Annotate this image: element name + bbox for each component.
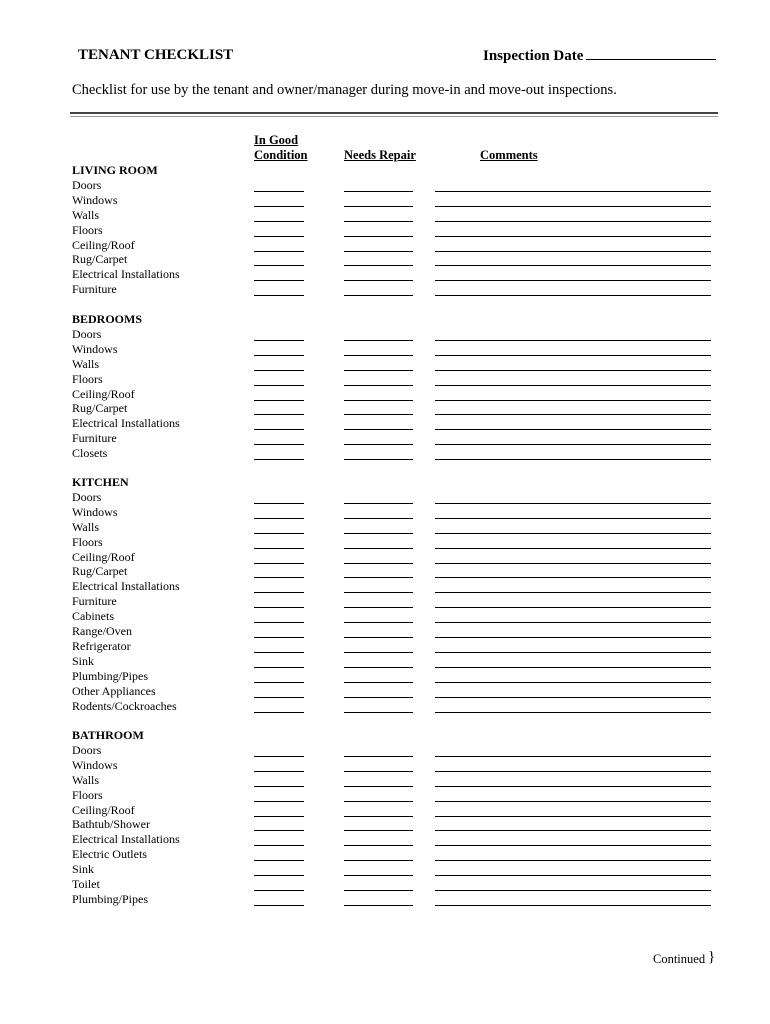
comments-blank[interactable] (435, 503, 711, 504)
needs-repair-blank[interactable] (344, 786, 413, 787)
needs-repair-blank[interactable] (344, 251, 413, 252)
good-condition-blank[interactable] (254, 518, 304, 519)
needs-repair-blank[interactable] (344, 756, 413, 757)
needs-repair-blank[interactable] (344, 563, 413, 564)
checklist-item-label: Ceiling/Roof (72, 237, 135, 252)
needs-repair-blank[interactable] (344, 637, 413, 638)
good-condition-blank[interactable] (254, 503, 304, 504)
needs-repair-blank[interactable] (344, 771, 413, 772)
checklist-item-label: Walls (72, 356, 100, 371)
comments-blank[interactable] (435, 429, 711, 430)
needs-repair-blank[interactable] (344, 890, 413, 891)
comments-blank[interactable] (435, 280, 711, 281)
needs-repair-blank[interactable] (344, 385, 413, 386)
needs-repair-blank[interactable] (344, 712, 413, 713)
comments-blank[interactable] (435, 786, 711, 787)
checklist-item-label: Floors (72, 371, 103, 386)
good-condition-blank[interactable] (254, 890, 304, 891)
checklist-item-label: Walls (72, 519, 100, 534)
checklist-item-label: Walls (72, 772, 100, 787)
checklist-item-label: Doors (72, 489, 102, 504)
needs-repair-blank[interactable] (344, 280, 413, 281)
comments-blank[interactable] (435, 682, 711, 683)
section-heading: BEDROOMS (72, 312, 143, 326)
good-condition-blank[interactable] (254, 444, 304, 445)
comments-blank[interactable] (435, 206, 711, 207)
good-condition-blank[interactable] (254, 816, 304, 817)
section-heading: LIVING ROOM (72, 163, 158, 177)
comments-blank[interactable] (435, 548, 711, 549)
needs-repair-blank[interactable] (344, 845, 413, 846)
comments-blank[interactable] (435, 577, 711, 578)
comments-blank[interactable] (435, 191, 711, 192)
good-condition-blank[interactable] (254, 786, 304, 787)
comments-blank[interactable] (435, 236, 711, 237)
good-condition-blank[interactable] (254, 280, 304, 281)
comments-blank[interactable] (435, 622, 711, 623)
comments-blank[interactable] (435, 801, 711, 802)
needs-repair-blank[interactable] (344, 607, 413, 608)
comments-blank[interactable] (435, 355, 711, 356)
checklist-item-label: Rug/Carpet (72, 401, 128, 416)
continued-label: Continued (653, 952, 706, 966)
needs-repair-blank[interactable] (344, 414, 413, 415)
checklist-item-label: Windows (72, 504, 118, 519)
needs-repair-blank[interactable] (344, 503, 413, 504)
comments-blank[interactable] (435, 905, 711, 906)
good-condition-blank[interactable] (254, 236, 304, 237)
column-header-good-line2: Condition (254, 148, 308, 162)
good-condition-blank[interactable] (254, 459, 304, 460)
comments-blank[interactable] (435, 875, 711, 876)
comments-blank[interactable] (435, 400, 711, 401)
good-condition-blank[interactable] (254, 577, 304, 578)
needs-repair-blank[interactable] (344, 533, 413, 534)
good-condition-blank[interactable] (254, 340, 304, 341)
continued-brace: } (708, 949, 716, 965)
good-condition-blank[interactable] (254, 563, 304, 564)
checklist-item-label: Floors (72, 534, 103, 549)
column-header-comments: Comments (480, 148, 538, 162)
checklist-item-label: Cabinets (72, 609, 114, 624)
good-condition-blank[interactable] (254, 712, 304, 713)
checklist-item-label: Furniture (72, 594, 117, 609)
checklist-item-label: Electrical Installations (72, 267, 180, 282)
comments-blank[interactable] (435, 295, 711, 296)
checklist-item-label: Ceiling/Roof (72, 549, 135, 564)
needs-repair-blank[interactable] (344, 697, 413, 698)
checklist-item-label: Sink (72, 862, 95, 877)
comments-blank[interactable] (435, 459, 711, 460)
needs-repair-blank[interactable] (344, 236, 413, 237)
needs-repair-blank[interactable] (344, 459, 413, 460)
good-condition-blank[interactable] (254, 771, 304, 772)
checklist-item-label: Electrical Installations (72, 579, 180, 594)
needs-repair-blank[interactable] (344, 667, 413, 668)
needs-repair-blank[interactable] (344, 206, 413, 207)
checklist-item-label: Walls (72, 207, 100, 222)
good-condition-blank[interactable] (254, 251, 304, 252)
checklist-item-label: Closets (72, 446, 108, 461)
intro-text: Checklist for use by the tenant and owner/manager during move-in and move-out inspections. (72, 82, 617, 98)
comments-blank[interactable] (435, 756, 711, 757)
checklist-item-label: Electrical Installations (72, 416, 180, 431)
good-condition-blank[interactable] (254, 905, 304, 906)
comments-blank[interactable] (435, 697, 711, 698)
column-header-needs-repair: Needs Repair (344, 148, 416, 162)
comments-blank[interactable] (435, 385, 711, 386)
good-condition-blank[interactable] (254, 548, 304, 549)
needs-repair-blank[interactable] (344, 860, 413, 861)
good-condition-blank[interactable] (254, 429, 304, 430)
good-condition-blank[interactable] (254, 845, 304, 846)
checklist-item-label: Other Appliances (72, 683, 156, 698)
inspection-date-label: Inspection Date (483, 48, 584, 64)
good-condition-blank[interactable] (254, 370, 304, 371)
needs-repair-blank[interactable] (344, 622, 413, 623)
good-condition-blank[interactable] (254, 652, 304, 653)
good-condition-blank[interactable] (254, 622, 304, 623)
checklist-item-label: Furniture (72, 282, 117, 297)
good-condition-blank[interactable] (254, 400, 304, 401)
good-condition-blank[interactable] (254, 607, 304, 608)
comments-blank[interactable] (435, 518, 711, 519)
checklist-item-label: Electrical Installations (72, 832, 180, 847)
good-condition-blank[interactable] (254, 830, 304, 831)
good-condition-blank[interactable] (254, 295, 304, 296)
checklist-item-label: Furniture (72, 431, 117, 446)
needs-repair-blank[interactable] (344, 801, 413, 802)
good-condition-blank[interactable] (254, 667, 304, 668)
needs-repair-blank[interactable] (344, 816, 413, 817)
checklist-item-label: Floors (72, 787, 103, 802)
comments-blank[interactable] (435, 607, 711, 608)
comments-blank[interactable] (435, 563, 711, 564)
comments-blank[interactable] (435, 414, 711, 415)
checklist-item-label: Rug/Carpet (72, 564, 128, 579)
checklist-item-label: Refrigerator (72, 638, 131, 653)
needs-repair-blank[interactable] (344, 577, 413, 578)
good-condition-blank[interactable] (254, 221, 304, 222)
comments-blank[interactable] (435, 370, 711, 371)
needs-repair-blank[interactable] (344, 830, 413, 831)
checklist-item-label: Doors (72, 177, 102, 192)
good-condition-blank[interactable] (254, 385, 304, 386)
comments-blank[interactable] (435, 221, 711, 222)
checklist-item-label: Electric Outlets (72, 847, 147, 862)
comments-blank[interactable] (435, 652, 711, 653)
section-heading: BATHROOM (72, 728, 144, 742)
comments-blank[interactable] (435, 845, 711, 846)
comments-blank[interactable] (435, 860, 711, 861)
comments-blank[interactable] (435, 830, 711, 831)
needs-repair-blank[interactable] (344, 265, 413, 266)
comments-blank[interactable] (435, 340, 711, 341)
comments-blank[interactable] (435, 251, 711, 252)
checklist-item-label: Range/Oven (72, 624, 132, 638)
checklist-item-label: Plumbing/Pipes (72, 891, 149, 906)
good-condition-blank[interactable] (254, 697, 304, 698)
checklist-item-label: Windows (72, 192, 118, 207)
comments-blank[interactable] (435, 816, 711, 817)
comments-blank[interactable] (435, 712, 711, 713)
comments-blank[interactable] (435, 533, 711, 534)
comments-blank[interactable] (435, 592, 711, 593)
column-header-good-line1: In Good (254, 133, 299, 147)
checklist-item-label: Windows (72, 341, 118, 356)
checklist-item-label: Bathtub/Shower (72, 817, 150, 832)
comments-blank[interactable] (435, 890, 711, 891)
good-condition-blank[interactable] (254, 206, 304, 207)
needs-repair-blank[interactable] (344, 295, 413, 296)
needs-repair-blank[interactable] (344, 592, 413, 593)
checklist-item-label: Floors (72, 222, 103, 237)
comments-blank[interactable] (435, 667, 711, 668)
comments-blank[interactable] (435, 637, 711, 638)
checklist-item-label: Rug/Carpet (72, 252, 128, 267)
needs-repair-blank[interactable] (344, 400, 413, 401)
good-condition-blank[interactable] (254, 637, 304, 638)
checklist-item-label: Doors (72, 742, 102, 757)
needs-repair-blank[interactable] (344, 340, 413, 341)
needs-repair-blank[interactable] (344, 875, 413, 876)
good-condition-blank[interactable] (254, 801, 304, 802)
needs-repair-blank[interactable] (344, 191, 413, 192)
good-condition-blank[interactable] (254, 414, 304, 415)
section-heading: KITCHEN (72, 475, 129, 489)
needs-repair-blank[interactable] (344, 221, 413, 222)
checklist-item-label: Rodents/Cockroaches (72, 698, 177, 713)
checklist-item-label: Doors (72, 326, 102, 341)
checklist-item-label: Sink (72, 653, 95, 668)
needs-repair-blank[interactable] (344, 444, 413, 445)
good-condition-blank[interactable] (254, 592, 304, 593)
checklist-item-label: Ceiling/Roof (72, 386, 135, 401)
checklist-item-label: Plumbing/Pipes (72, 668, 149, 683)
page-title: TENANT CHECKLIST (78, 47, 234, 63)
good-condition-blank[interactable] (254, 355, 304, 356)
good-condition-blank[interactable] (254, 756, 304, 757)
needs-repair-blank[interactable] (344, 905, 413, 906)
good-condition-blank[interactable] (254, 875, 304, 876)
needs-repair-blank[interactable] (344, 518, 413, 519)
good-condition-blank[interactable] (254, 860, 304, 861)
good-condition-blank[interactable] (254, 191, 304, 192)
needs-repair-blank[interactable] (344, 652, 413, 653)
needs-repair-blank[interactable] (344, 355, 413, 356)
good-condition-blank[interactable] (254, 682, 304, 683)
needs-repair-blank[interactable] (344, 429, 413, 430)
good-condition-blank[interactable] (254, 533, 304, 534)
comments-blank[interactable] (435, 444, 711, 445)
comments-blank[interactable] (435, 771, 711, 772)
checklist-item-label: Toilet (72, 877, 100, 891)
needs-repair-blank[interactable] (344, 548, 413, 549)
needs-repair-blank[interactable] (344, 370, 413, 371)
checklist-item-label: Ceiling/Roof (72, 802, 135, 817)
checklist-item-label: Windows (72, 757, 118, 772)
comments-blank[interactable] (435, 265, 711, 266)
needs-repair-blank[interactable] (344, 682, 413, 683)
good-condition-blank[interactable] (254, 265, 304, 266)
